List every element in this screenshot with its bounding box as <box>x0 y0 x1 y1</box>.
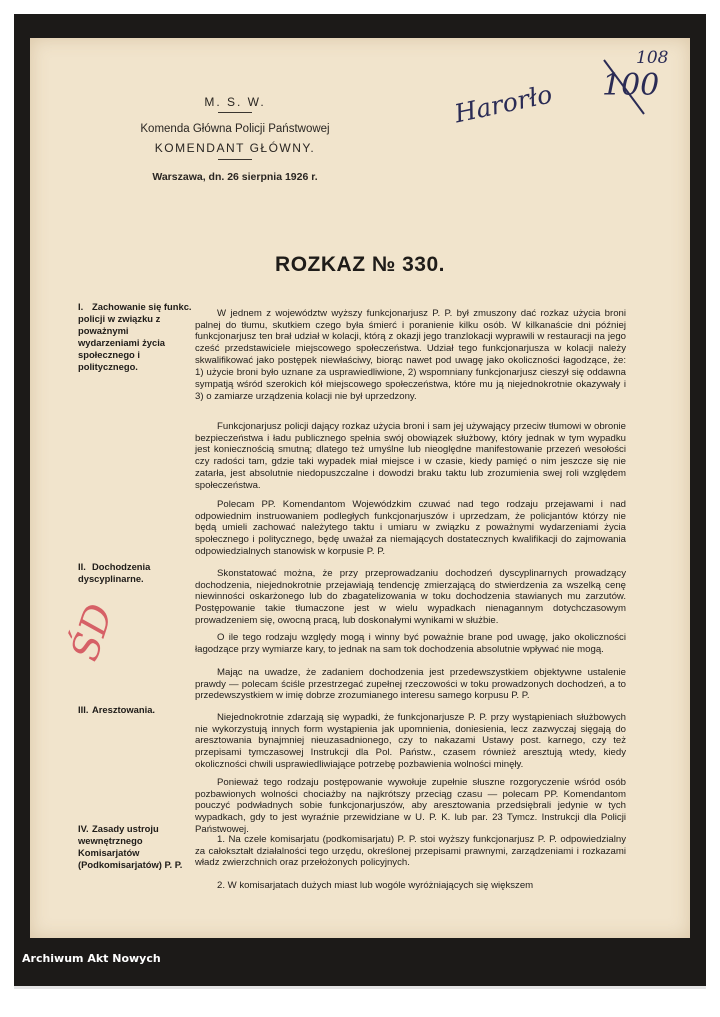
section-title: Zasady ustroju wewnętrznego Komisarjatów (Podkomisarjatów) P. P. <box>78 823 183 870</box>
paragraph: Skonstatować można, że przy przeprowadzaniu dochodzeń dyscyplinarnych prowadzący dochodzenia, niejednokrotnie przejawiają tendencję zmierzającą do stwierdzenia za wszelką cenę niewinności oskarżonego lub do zbagatelizowania w toku dochodzenia stawianych mu zarzutów. Postępowanie takie tłumaczone jest w wielu wypadkach nienagannym dotychczasowym prowadzeniem się, owocną pracą, lub doskonałymi wynikami w służbie. <box>195 567 626 627</box>
section-number: I. <box>78 301 84 312</box>
paragraph: Polecam PP. Komendantom Wojewódzkim czuwać nad tego rodzaju przejawami i nad odpowiednim instruowaniem podległych funkcjonarjuszów i uprzedzam, że policjantów którzy nie będą umieli zachować należytego taktu i umiaru w związku z poważnymi wydarzeniami życia społecznego i politycznego, będę uważał za niemających dostatecznych kwalifikacji do zajmowania odpowiedzialnych stanowisk w korpusie P. P. <box>195 498 626 558</box>
paragraph: W jednem z województw wyższy funkcjonarjusz P. P. był zmuszony dać rozkaz użycia broni palnej do tłumu, skutkiem czego była śmierć i poranienie kilku osób. W kilkanaście dni później funkcjonarjusz ten brał udział w kolacji, którą z okazji jego tranzlokacji wyprawili w restauracji na jego cześć przedstawiciele miejscowego społeczeństwa. Udział tego funkcjonarjusza w kolacji należy skwalifikować jako postępek niewłaściwy, biorąc nawet pod uwagę jako okoliczności łagodzące, że: 1) użycie broni było uznane za usprawiedliwione, 2) wspomniany funkcjonarjusz cieszył się oddawna sympatją wśród szerokich kół miejscowego społeczeństwa, które mu ją niejednokrotnie okazywały i 3) o zamiarze urządzenia kolacji nie był uprzedzony. <box>195 307 626 402</box>
header-divider <box>218 112 252 113</box>
section-3-heading <box>78 704 192 716</box>
handwritten-crossed-number <box>602 68 659 103</box>
red-mark-text: ŚD <box>62 598 122 666</box>
document-page <box>30 38 690 938</box>
ministry-abbrev: M. S. W. <box>204 95 266 109</box>
paragraph: O ile tego rodzaju względy mogą i winny być poważnie brane pod uwagę, jako okoliczności łagodzące przy wymiarze kary, to jednak na sam tok dochodzenia absolutnie wpływać nie mogą. <box>195 631 626 655</box>
cross-out-stroke <box>598 58 658 118</box>
footer-divider <box>14 986 706 989</box>
paragraph: 2. W komisarjatach dużych miast lub wogóle wyróżniających się większem <box>217 879 534 891</box>
paragraph: Funkcjonarjusz policji dający rozkaz użycia broni i sam jej używający przeciw tłumowi w obronie bezpieczeństwa i ładu publicznego spełnia swój obowiązek służbowy, który jednak w tym wypadku jest koniecznością smutną; dlatego też umyślne lub nieoględne manifestowanie przezeń wesołości czy radości tam, gdzie taki wypadek miał miejsce i w czasie, kiedy pamięć o nim jeszcze się nie zatarła, jest absolutnie niedopuszczalne i dowodzi braku taktu lub zrozumienia swej roli względem społeczeństwa. <box>195 420 626 492</box>
section-number: III. <box>78 704 89 715</box>
commander-role: KOMENDANT GŁÓWNY. <box>154 141 316 155</box>
section-2-heading <box>78 561 192 585</box>
paragraph: 1. Na czele komisarjatu (podkomisarjatu) P. P. stoi wyższy funkcjonarjusz P. P. odpowiedzialny za całokształt działalności tego urzędu, określonej przepisami prawnymi, zarządzeniami i rozkazami władz zwierzchnich oraz przełożonych policyjnych. <box>195 833 626 869</box>
handwritten-name-note: Harorło <box>452 79 555 129</box>
date-line: Warszawa, dn. 26 sierpnia 1926 r. <box>152 171 318 183</box>
paragraph: Mając na uwadze, że zadaniem dochodzenia jest przedewszystkiem objektywne ustalenie prawdy — polecam ściśle przestrzegać zupełnej rzeczowości w toku prowadzonych dochodzeń, a to przedewszystkiem w imię dobrze zrozumianego interesu samego korpusu P. P. <box>195 666 626 702</box>
section-4-heading <box>78 823 192 871</box>
section-1-heading <box>78 301 192 373</box>
crossed-number-text: 100 <box>602 68 660 103</box>
header-divider <box>218 159 252 160</box>
order-title: ROZKAZ № 330. <box>275 253 445 276</box>
paragraph: Niejednokrotnie zdarzają się wypadki, że funkcjonarjusze P. P. przy wystąpieniach służbowych nie wykorzystują innych form wystąpienia jak upomnienia, doniesienia, lecz zazwyczaj sięgają do aresztowania bynajmniej nieuzasadnionego, czy to nakazami Ustawy post. karnego, czy też przepisami tymczasowej Instrukcji dla Pol. Państw., czasem również aresztują wtedy, kiedy okoliczności chwili usprawiedliwiające potrzebę pozbawienia wolności minęły. <box>195 711 626 771</box>
section-title: Dochodzenia dyscyplinarne. <box>78 561 151 584</box>
paragraph: Ponieważ tego rodzaju postępowanie wywołuje zupełnie słuszne rozgoryczenie wśród osób pozbawionych wolności chociażby na najkrótszy przeciąg czasu — polecam PP. Komendantom pouczyć podwładnych sobie funkcjonarjuszów, aby aresztowania przedsiębrali jedynie w tych wypadkach, gdy to jest wyraźnie przewidziane w U. P. K. lub par. 23 Tymcz. Instrukcji dla Policji Państwowej. <box>195 776 626 836</box>
section-title: Zachowanie się funkc. policji w związku z poważnymi wydarzeniami życia społecznego i politycznego. <box>78 301 192 372</box>
archive-label: Archiwum Akt Nowych <box>22 952 161 965</box>
section-number: II. <box>78 561 86 572</box>
section-title: Aresztowania. <box>92 704 156 715</box>
handwritten-page-number: 108 <box>636 48 669 68</box>
office-name: Komenda Główna Policji Państwowej <box>140 123 330 135</box>
section-number: IV. <box>78 823 89 834</box>
